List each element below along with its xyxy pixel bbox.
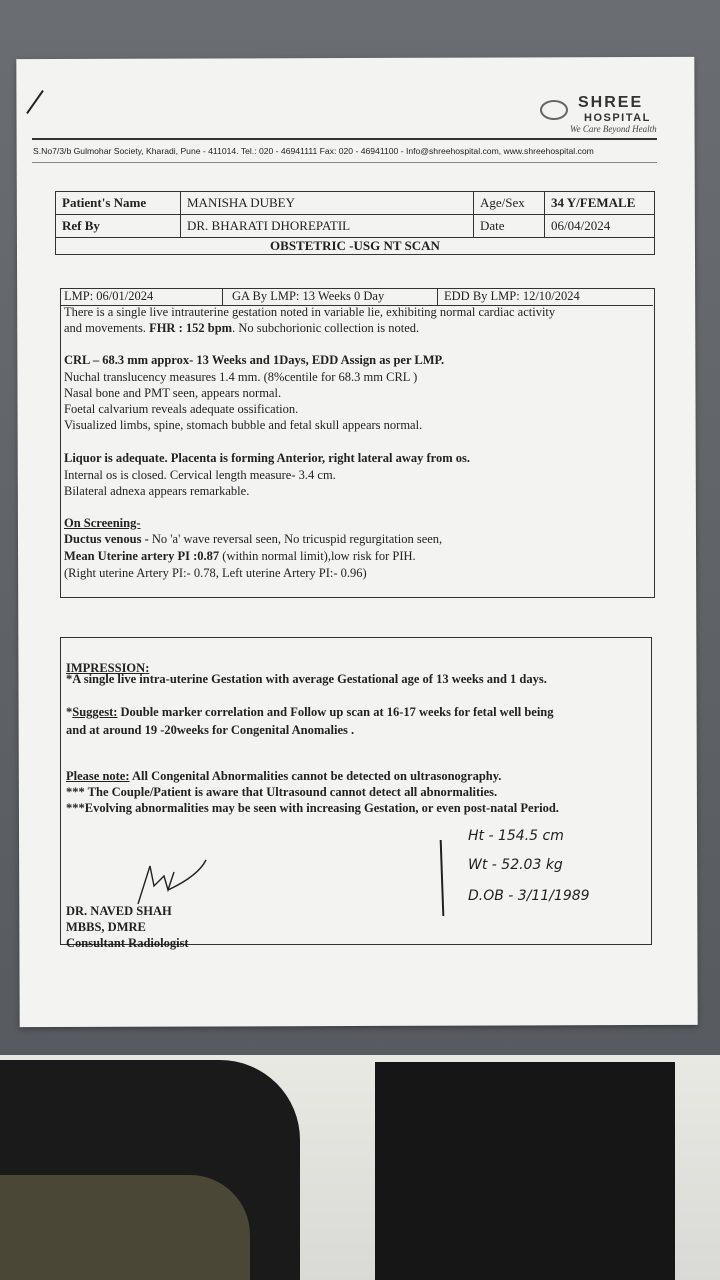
date-label: Date	[474, 215, 545, 238]
uterine-lr-line: (Right uterine Artery PI:- 0.78, Left uterine Artery PI:- 0.96)	[64, 566, 367, 580]
calvarium-line: Foetal calvarium reveals adequate ossification.	[64, 402, 299, 416]
age-label: Age/Sex	[474, 192, 545, 215]
logo-icon	[540, 100, 568, 120]
liquor-line: Liquor is adequate. Placenta is forming Anterior, right lateral away from os.	[64, 451, 470, 465]
ductus-line: Ductus venous - No 'a' wave reversal seen, No tricuspid regurgitation seen,	[64, 532, 443, 546]
finding-line2: and movements. FHR : 152 bpm. No subchorionic collection is noted.	[64, 321, 420, 335]
suggest-line2: and at around 19 -20weeks for Congenital Anomalies .	[66, 723, 355, 737]
handwritten-weight: Wt - 52.03 kg	[468, 857, 563, 873]
note-line3: ***Evolving abnormalities may be seen with increasing Gestation, or even post-natal Period.	[66, 801, 559, 815]
hospital-tagline: We Care Beyond Health	[570, 124, 657, 134]
limbs-line: Visualized limbs, spine, stomach bubble and fetal skull appears normal.	[64, 418, 423, 432]
suggest-line1: *Suggest: Double marker correlation and Follow up scan at 16-17 weeks for fetal well being	[66, 705, 554, 719]
hospital-name: SHREE	[578, 94, 644, 111]
screening-heading: On Screening-	[64, 516, 141, 530]
person-leg-cloth	[0, 1175, 250, 1280]
finding-line1: There is a single live intrauterine gestation noted in variable lie, exhibiting normal cardiac activity	[64, 305, 556, 319]
ga-divider	[437, 288, 438, 305]
patient-table	[55, 191, 655, 255]
lmp-row	[60, 288, 653, 306]
edd-by-lmp: EDD By LMP: 12/10/2024	[444, 289, 580, 303]
ref-label: Ref By	[56, 215, 181, 238]
doctor-title: Consultant Radiologist	[66, 936, 189, 950]
lmp-divider	[222, 288, 223, 305]
os-line: Internal os is closed. Cervical length measure- 3.4 cm.	[64, 468, 336, 482]
scan-type: OBSTETRIC -USG NT SCAN	[56, 238, 655, 255]
crl-line: CRL – 68.3 mm approx- 13 Weeks and 1Days, EDD Assign as per LMP.	[64, 353, 445, 367]
hospital-address: S.No7/3/b Gulmohar Society, Kharadi, Pune - 411014. Tel.: 020 - 46941111 Fax: 020 - 46941100 - Info@shreehospital.com, www.shreehospital.com	[33, 146, 594, 156]
person-leg-right	[375, 1062, 675, 1280]
nasal-line: Nasal bone and PMT seen, appears normal.	[64, 386, 282, 400]
doctor-signature	[128, 856, 208, 908]
hospital-logo	[540, 96, 658, 136]
doctor-name: DR. NAVED SHAH	[66, 904, 172, 918]
impression-heading: IMPRESSION:	[66, 661, 150, 675]
fhr-value: FHR : 152 bpm	[149, 321, 233, 335]
report-date: 06/04/2024	[545, 215, 655, 238]
patient-age: 34 Y/FEMALE	[545, 192, 655, 215]
header-divider	[32, 138, 657, 140]
handwritten-height: Ht - 154.5 cm	[468, 828, 564, 844]
ga-by-lmp: GA By LMP: 13 Weeks 0 Day	[232, 289, 385, 303]
doctor-degree: MBBS, DMRE	[66, 920, 146, 934]
adnexa-line: Bilateral adnexa appears remarkable.	[64, 484, 250, 498]
patient-name-label: Patient's Name	[56, 192, 181, 215]
patient-name: MANISHA DUBEY	[181, 192, 474, 215]
uterine-line: Mean Uterine artery PI :0.87 (within normal limit),low risk for PIH.	[64, 549, 416, 563]
lmp: LMP: 06/01/2024	[64, 289, 154, 303]
note-line1: Please note: All Congenital Abnormalities cannot be detected on ultrasonography.	[66, 769, 502, 783]
impression-line: *A single live intra-uterine Gestation with average Gestational age of 13 weeks and 1 days.	[66, 672, 547, 686]
ref-doctor: DR. BHARATI DHOREPATIL	[181, 215, 474, 238]
nt-line: Nuchal translucency measures 1.4 mm. (8%centile for 68.3 mm CRL )	[64, 370, 418, 384]
address-divider	[32, 162, 657, 163]
handwritten-dob: D.OB - 3/11/1989	[468, 888, 590, 904]
note-line2: *** The Couple/Patient is aware that Ultrasound cannot detect all abnormalities.	[66, 785, 498, 799]
hospital-sub: HOSPITAL	[584, 112, 651, 124]
